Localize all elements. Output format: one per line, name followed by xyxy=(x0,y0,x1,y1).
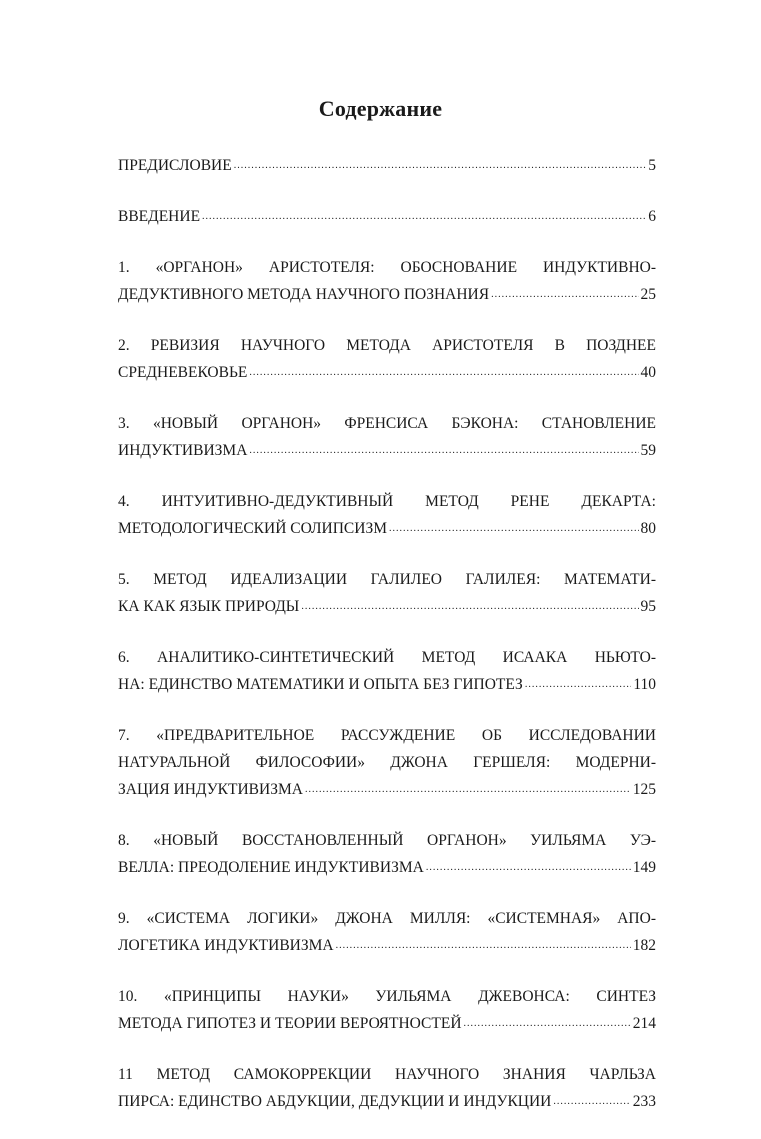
toc-entry-title: 4. ИНТУИТИВНО-ДЕДУКТИВНЫЙ МЕТОД РЕНЕ ДЕКАРТА: xyxy=(118,493,656,510)
toc-entry-line xyxy=(118,488,656,515)
toc-entry-line xyxy=(118,566,656,593)
toc-entry-title: ЛОГЕТИКА ИНДУКТИВИЗМА xyxy=(118,937,334,954)
toc-entry-title: НА: ЕДИНСТВО МАТЕМАТИКИ И ОПЫТА БЕЗ ГИПОТЕЗ xyxy=(118,676,523,693)
toc-entry-title: МЕТОДА ГИПОТЕЗ И ТЕОРИИ ВЕРОЯТНОСТЕЙ xyxy=(118,1015,462,1032)
toc-entry-line xyxy=(118,152,656,181)
toc-entry xyxy=(118,254,656,310)
toc-page-number: 80 xyxy=(640,520,656,537)
toc-entry-line xyxy=(118,1088,656,1117)
toc-entry-line xyxy=(118,749,656,776)
toc-entry-line xyxy=(118,437,656,466)
toc-entry-line xyxy=(118,905,656,932)
toc-entry xyxy=(118,827,656,883)
toc-entry-line xyxy=(118,203,656,232)
toc-page-number: 25 xyxy=(640,286,656,303)
toc-entry xyxy=(118,332,656,388)
toc-page-number: 5 xyxy=(648,157,656,174)
toc-entry-title: 9. «СИСТЕМА ЛОГИКИ» ДЖОНА МИЛЛЯ: «СИСТЕМНАЯ» АПО- xyxy=(118,910,656,927)
toc-entry-line xyxy=(118,1010,656,1039)
toc-entry xyxy=(118,410,656,466)
toc-entry-line xyxy=(118,332,656,359)
toc-entry-title: ЗАЦИЯ ИНДУКТИВИЗМА xyxy=(118,781,303,798)
dot-leader xyxy=(426,854,631,881)
toc-entry xyxy=(118,488,656,544)
toc-entry-title: 2. РЕВИЗИЯ НАУЧНОГО МЕТОДА АРИСТОТЕЛЯ В ПОЗДНЕЕ xyxy=(118,337,656,354)
dot-leader xyxy=(553,1088,630,1115)
toc-page-number: 214 xyxy=(632,1015,656,1032)
toc-entry-title: ПИРСА: ЕДИНСТВО АБДУКЦИИ, ДЕДУКЦИИ И ИНДУКЦИИ xyxy=(118,1093,552,1110)
toc-entry-line xyxy=(118,281,656,310)
toc-entry-line xyxy=(118,827,656,854)
toc-entry-title: СРЕДНЕВЕКОВЬЕ xyxy=(118,364,248,381)
toc-page-number: 182 xyxy=(632,937,656,954)
dot-leader xyxy=(525,671,632,698)
toc-entry-title: НАТУРАЛЬНОЙ ФИЛОСОФИИ» ДЖОНА ГЕРШЕЛЯ: МОДЕРНИ- xyxy=(118,754,656,771)
toc-entry-line xyxy=(118,410,656,437)
page-title: Содержание xyxy=(318,96,443,121)
toc-entry-line xyxy=(118,776,656,805)
toc-entry xyxy=(118,566,656,622)
toc-entry-line xyxy=(118,722,656,749)
toc-entry-title: ПРЕДИСЛОВИЕ xyxy=(118,157,232,174)
toc-entry-line xyxy=(118,932,656,961)
toc-entry-line xyxy=(118,671,656,700)
dot-leader xyxy=(249,437,638,464)
toc-page-number: 40 xyxy=(640,364,656,381)
toc-entry-title: МЕТОДОЛОГИЧЕСКИЙ СОЛИПСИЗМ xyxy=(118,520,388,537)
toc-entry-line xyxy=(118,593,656,622)
toc-entry-title: 1. «ОРГАНОН» АРИСТОТЕЛЯ: ОБОСНОВАНИЕ ИНДУКТИВНО- xyxy=(118,259,656,276)
toc-page-number: 125 xyxy=(632,781,656,798)
toc-entry-line xyxy=(118,854,656,883)
toc-entry xyxy=(118,905,656,961)
toc-entry xyxy=(118,152,656,181)
toc-entry-title: 7. «ПРЕДВАРИТЕЛЬНОЕ РАССУЖДЕНИЕ ОБ ИССЛЕДОВАНИИ xyxy=(118,727,656,744)
toc-entry xyxy=(118,983,656,1039)
toc-entry-line xyxy=(118,644,656,671)
toc-entry-line xyxy=(118,983,656,1010)
toc-page-number: 233 xyxy=(632,1093,656,1110)
dot-leader xyxy=(336,932,631,959)
toc-entry-line xyxy=(118,359,656,388)
dot-leader xyxy=(301,593,638,620)
toc-page-number: 110 xyxy=(633,676,656,693)
dot-leader xyxy=(464,1010,631,1037)
table-of-contents xyxy=(118,152,656,1139)
toc-entry-title: ИНДУКТИВИЗМА xyxy=(118,442,248,459)
dot-leader xyxy=(389,515,638,542)
dot-leader xyxy=(234,152,647,179)
toc-page-number: 6 xyxy=(648,208,656,225)
toc-entry-line xyxy=(118,254,656,281)
toc-entry xyxy=(118,1061,656,1117)
dot-leader xyxy=(491,281,638,308)
toc-entry-line xyxy=(118,1061,656,1088)
toc-entry-title: 6. АНАЛИТИКО-СИНТЕТИЧЕСКИЙ МЕТОД ИСААКА НЬЮТО- xyxy=(118,649,656,666)
dot-leader xyxy=(249,359,638,386)
toc-entry-title: ВЕЛЛА: ПРЕОДОЛЕНИЕ ИНДУКТИВИЗМА xyxy=(118,859,424,876)
toc-entry-title: КА КАК ЯЗЫК ПРИРОДЫ xyxy=(118,598,300,615)
dot-leader xyxy=(305,776,631,803)
dot-leader xyxy=(202,203,646,230)
toc-entry xyxy=(118,203,656,232)
toc-entry-title: 11 МЕТОД САМОКОРРЕКЦИИ НАУЧНОГО ЗНАНИЯ ЧАРЛЬЗА xyxy=(118,1066,656,1083)
toc-page-number: 95 xyxy=(640,598,656,615)
toc-entry-title: 5. МЕТОД ИДЕАЛИЗАЦИИ ГАЛИЛЕО ГАЛИЛЕЯ: МАТЕМАТИ- xyxy=(118,571,656,588)
toc-entry xyxy=(118,644,656,700)
toc-entry xyxy=(118,722,656,805)
toc-entry-title: ДЕДУКТИВНОГО МЕТОДА НАУЧНОГО ПОЗНАНИЯ xyxy=(118,286,490,303)
toc-entry-title: 8. «НОВЫЙ ВОССТАНОВЛЕННЫЙ ОРГАНОН» УИЛЬЯМА УЭ- xyxy=(118,832,656,849)
toc-entry-line xyxy=(118,515,656,544)
toc-entry-title: 3. «НОВЫЙ ОРГАНОН» ФРЕНСИСА БЭКОНА: СТАНОВЛЕНИЕ xyxy=(118,415,656,432)
toc-entry-title: 10. «ПРИНЦИПЫ НАУКИ» УИЛЬЯМА ДЖЕВОНСА: СИНТЕЗ xyxy=(118,988,656,1005)
toc-page-number: 149 xyxy=(632,859,656,876)
toc-page-number: 59 xyxy=(640,442,656,459)
toc-entry-title: ВВЕДЕНИЕ xyxy=(118,208,201,225)
